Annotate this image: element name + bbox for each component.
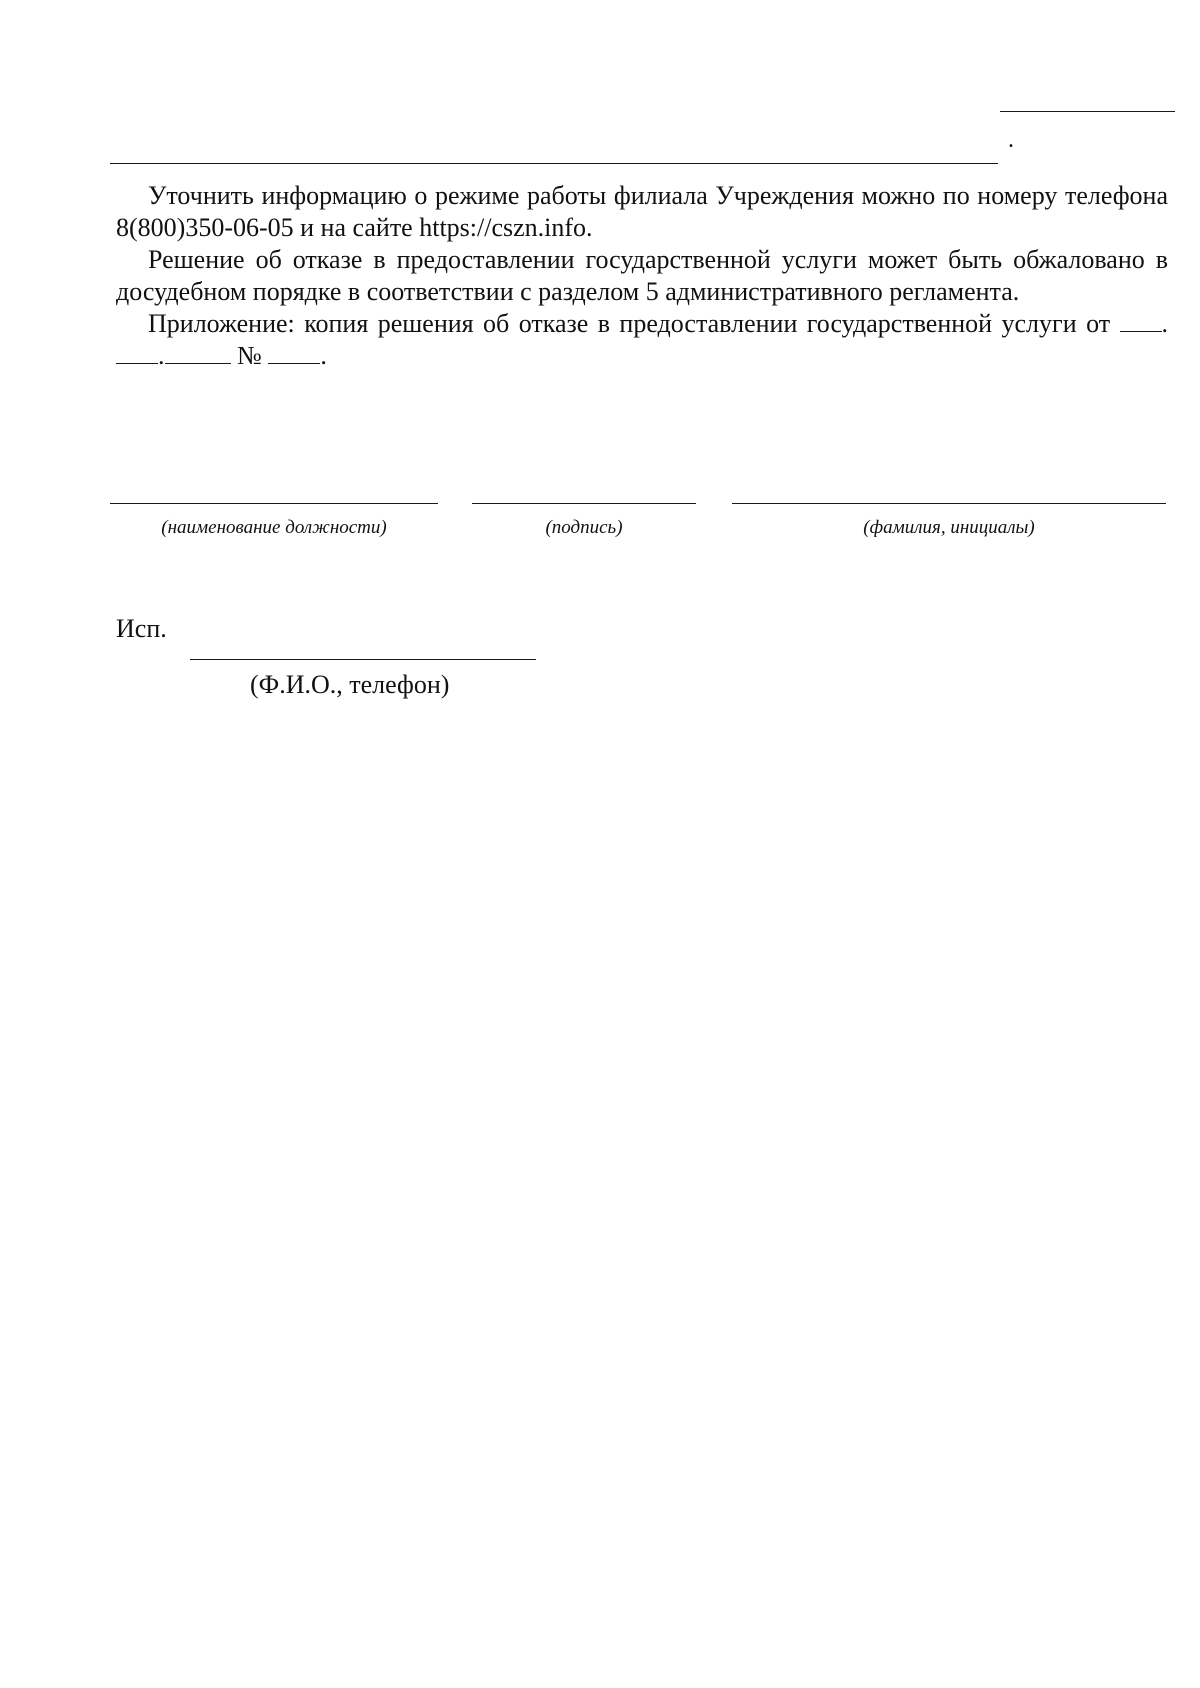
position-caption: (наименование должности) xyxy=(161,517,387,538)
paragraph-contact-info: Уточнить информацию о режиме работы филиала Учреждения можно по номеру телефона 8(800)350-06-05 и на сайте https://cszn.info. xyxy=(116,181,1168,242)
top-right-blank-line xyxy=(1000,111,1175,112)
executor-label: Исп. xyxy=(116,614,167,643)
attachment-dot-1: . xyxy=(1161,309,1169,338)
attachment-dot-2: . xyxy=(158,341,165,370)
attachment-number-sign: № xyxy=(237,341,262,370)
attachment-number-blank xyxy=(268,343,320,364)
paragraph-appeal-info: Решение об отказе в предоставлении государственной услуги может быть обжаловано в досудебном порядке в соответствии с разделом 5 административного регламента. xyxy=(116,245,1168,306)
attachment-text: Приложение: копия решения об отказе в предоставлении государственной услуги xyxy=(148,309,1077,338)
header-line-dot: . xyxy=(1008,127,1014,153)
name-signature-line xyxy=(732,503,1166,504)
attachment-month-blank xyxy=(116,343,158,364)
signature-line xyxy=(472,503,696,504)
executor-caption: (Ф.И.О., телефон) xyxy=(250,670,450,699)
attachment-day-blank xyxy=(1120,311,1162,332)
attachment-from: от xyxy=(1086,309,1111,338)
body-text xyxy=(116,180,1168,372)
attachment-year-blank xyxy=(165,343,231,364)
attachment-end-dot: . xyxy=(320,341,327,370)
header-blank-line xyxy=(110,163,998,164)
position-signature-line xyxy=(110,503,438,504)
name-caption: (фамилия, инициалы) xyxy=(863,517,1035,538)
paragraph-attachment xyxy=(116,308,1168,372)
executor-line xyxy=(190,659,536,660)
signature-caption: (подпись) xyxy=(545,517,623,538)
